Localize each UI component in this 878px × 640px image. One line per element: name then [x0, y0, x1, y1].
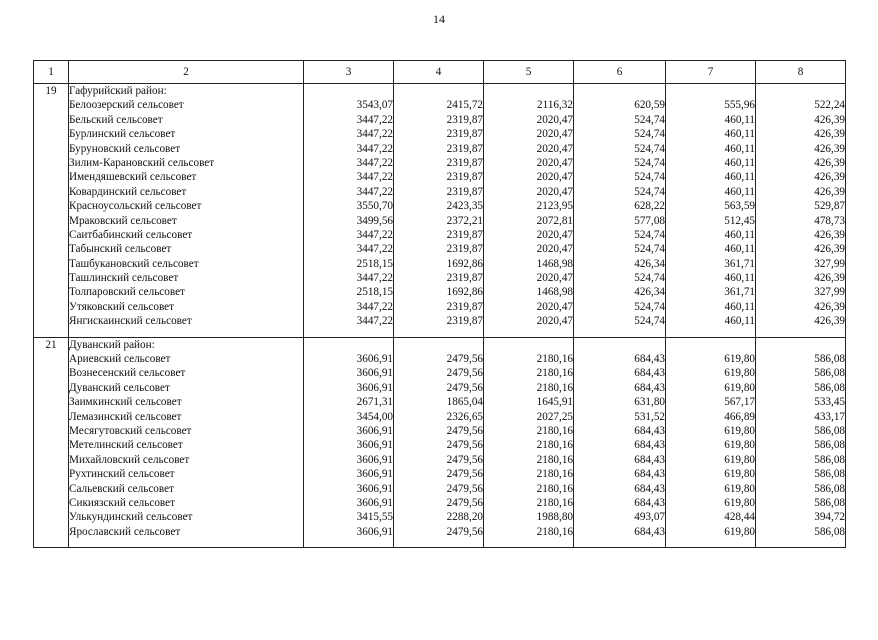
table-cell-value: 3447,22	[356, 128, 393, 141]
table-cell-value: 2020,47	[536, 272, 573, 285]
table-cell-value: 3550,70	[356, 200, 393, 213]
table-cell-value: 2020,47	[536, 171, 573, 184]
settlement-name: Красноусольский сельсовет	[69, 200, 202, 213]
table-cell-value: 394,72	[814, 511, 845, 524]
table-cell-value: 2479,56	[446, 424, 483, 437]
table-cell-value: 563,59	[724, 200, 755, 213]
table-cell-value: 684,43	[634, 381, 665, 394]
row-number: 19	[34, 84, 69, 338]
table-cell-value: 586,08	[814, 424, 845, 437]
table-cell-value: 3543,07	[356, 99, 393, 112]
table-cell-value: 2123,95	[536, 200, 573, 213]
settlement-name: Ташбукановский сельсовет	[69, 257, 199, 270]
table-cell-value: 3606,91	[356, 367, 393, 380]
settlement-name: Рухтинский сельсовет	[69, 468, 175, 481]
table-cell-value: 2372,21	[446, 214, 483, 227]
table-cell-value: 426,39	[814, 272, 845, 285]
table-cell-value: 619,80	[724, 381, 755, 394]
table-cell-value: 2319,87	[446, 315, 483, 328]
table-cell-value: 619,80	[724, 482, 755, 495]
table-cell-value: 2415,72	[446, 99, 483, 112]
settlement-name: Зилим-Карановский сельсовет	[69, 156, 215, 169]
settlement-name: Заимкинский сельсовет	[69, 396, 182, 409]
table-cell-value: 2518,15	[356, 286, 393, 299]
table-cell-value: 460,11	[724, 171, 755, 184]
district-title: Гафурийский район:	[69, 85, 167, 97]
settlement-names-cell	[69, 84, 304, 338]
table-cell-value: 3447,22	[356, 171, 393, 184]
table-cell-value: 3606,91	[356, 525, 393, 538]
table-cell-value: 524,74	[634, 171, 665, 184]
table-cell-value: 586,08	[814, 468, 845, 481]
settlement-name: Бельский сельсовет	[69, 113, 163, 126]
table-cell-value: 2319,87	[446, 128, 483, 141]
district-title: Дуванский район:	[69, 338, 155, 351]
settlement-name: Мраковский сельсовет	[69, 214, 177, 227]
table-cell-value: 586,08	[814, 496, 845, 509]
table-cell-value: 628,22	[634, 200, 665, 213]
value-column-4	[394, 84, 484, 338]
table-cell-value: 524,74	[634, 128, 665, 141]
table-cell-value: 524,74	[634, 142, 665, 155]
settlement-name: Ярославский сельсовет	[69, 525, 181, 538]
value-column-4	[394, 337, 484, 547]
value-column-8	[756, 337, 846, 547]
table-cell-value: 2020,47	[536, 243, 573, 256]
table-cell-value: 426,39	[814, 243, 845, 256]
table-cell-value: 2180,16	[536, 482, 573, 495]
table-cell-value: 426,39	[814, 300, 845, 313]
table-cell-value: 433,17	[814, 410, 845, 423]
row-number: 21	[34, 337, 69, 547]
table-cell-value: 3606,91	[356, 468, 393, 481]
table-cell-value: 2020,47	[536, 128, 573, 141]
table-cell-value: 2479,56	[446, 439, 483, 452]
settlement-names-cell	[69, 337, 304, 547]
table-cell-value: 460,11	[724, 300, 755, 313]
table-cell-value: 524,74	[634, 185, 665, 198]
value-column-3	[304, 337, 394, 547]
table-cell-value: 684,43	[634, 453, 665, 466]
column-header: 3	[304, 61, 394, 84]
settlement-name: Имендяшевский сельсовет	[69, 171, 197, 184]
table-cell-value: 529,87	[814, 200, 845, 213]
value-column-3	[304, 84, 394, 338]
settlement-name: Улькундинский сельсовет	[69, 511, 193, 524]
table-cell-value: 428,44	[724, 511, 755, 524]
header-row	[34, 61, 846, 84]
table-cell-value: 586,08	[814, 367, 845, 380]
settlement-name: Месягутовский сельсовет	[69, 424, 192, 437]
table-cell-value: 2180,16	[536, 439, 573, 452]
table-cell-value: 3606,91	[356, 381, 393, 394]
column-header: 8	[756, 61, 846, 84]
table-cell-value: 524,74	[634, 315, 665, 328]
table-cell-value: 1692,86	[446, 257, 483, 270]
table-cell-value: 493,07	[634, 511, 665, 524]
table-cell-value: 3606,91	[356, 482, 393, 495]
column-header: 6	[574, 61, 666, 84]
settlement-name: Вознесенский сельсовет	[69, 367, 186, 380]
table-cell-value: 1645,91	[536, 396, 573, 409]
table-cell-value: 2479,56	[446, 453, 483, 466]
table-cell-value: 460,11	[724, 142, 755, 155]
table-cell-value: 2180,16	[536, 468, 573, 481]
table-cell-value: 361,71	[724, 286, 755, 299]
table-cell-value: 327,99	[814, 286, 845, 299]
table-cell-value: 2319,87	[446, 156, 483, 169]
table-cell-value: 466,89	[724, 410, 755, 423]
settlement-name: Белоозерский сельсовет	[69, 99, 184, 112]
table-cell-value: 478,73	[814, 214, 845, 227]
table-cell-value: 684,43	[634, 353, 665, 366]
settlement-name: Ташлинский сельсовет	[69, 272, 179, 285]
district-group-row	[34, 84, 846, 338]
table-cell-value: 3447,22	[356, 228, 393, 241]
table-cell-value: 524,74	[634, 228, 665, 241]
table-cell-value: 1468,98	[536, 257, 573, 270]
table-cell-value: 2479,56	[446, 496, 483, 509]
table-cell-value: 555,96	[724, 99, 755, 112]
table-cell-value: 3606,91	[356, 439, 393, 452]
table-cell-value: 684,43	[634, 496, 665, 509]
table-cell-value: 684,43	[634, 367, 665, 380]
table-cell-value: 2518,15	[356, 257, 393, 270]
value-column-7	[666, 84, 756, 338]
value-column-5	[484, 337, 574, 547]
table-cell-value: 619,80	[724, 496, 755, 509]
table-cell-value: 586,08	[814, 439, 845, 452]
table-cell-value: 3447,22	[356, 142, 393, 155]
table-cell-value: 619,80	[724, 525, 755, 538]
table-cell-value: 2319,87	[446, 243, 483, 256]
settlement-name: Сикиязский сельсовет	[69, 496, 175, 509]
settlement-name: Саитбабинский сельсовет	[69, 228, 193, 241]
table-cell-value: 426,39	[814, 113, 845, 126]
table-cell-value: 2479,56	[446, 353, 483, 366]
table-cell-value: 426,34	[634, 286, 665, 299]
value-column-6	[574, 84, 666, 338]
table-cell-value: 460,11	[724, 272, 755, 285]
table-cell-value: 2326,65	[446, 410, 483, 423]
table-cell-value: 524,74	[634, 272, 665, 285]
column-header: 5	[484, 61, 574, 84]
settlement-name: Янгискаинский сельсовет	[69, 315, 192, 328]
table-cell-value: 2180,16	[536, 453, 573, 466]
table-cell-value: 1692,86	[446, 286, 483, 299]
table-cell-value: 2116,32	[537, 99, 573, 112]
table-cell-value: 524,74	[634, 113, 665, 126]
settlement-name: Бурлинский сельсовет	[69, 128, 176, 141]
value-column-7	[666, 337, 756, 547]
data-table	[33, 60, 846, 548]
table-cell-value: 460,11	[724, 315, 755, 328]
table-cell-value: 3454,00	[356, 410, 393, 423]
table-cell-value: 2479,56	[446, 525, 483, 538]
table-cell-value: 619,80	[724, 453, 755, 466]
value-column-5	[484, 84, 574, 338]
table-cell-value: 2020,47	[536, 228, 573, 241]
table-cell-value: 524,74	[634, 156, 665, 169]
table-cell-value: 426,39	[814, 228, 845, 241]
table-cell-value: 3447,22	[356, 315, 393, 328]
table-cell-value: 684,43	[634, 439, 665, 452]
table-cell-value: 2020,47	[536, 142, 573, 155]
value-column-8	[756, 84, 846, 338]
table-cell-value: 2319,87	[446, 113, 483, 126]
table-cell-value: 2020,47	[536, 300, 573, 313]
table-cell-value: 460,11	[724, 228, 755, 241]
table-cell-value: 3415,55	[356, 511, 393, 524]
table-cell-value: 2020,47	[536, 156, 573, 169]
table-cell-value: 2319,87	[446, 228, 483, 241]
table-cell-value: 684,43	[634, 525, 665, 538]
table-cell-value: 2027,25	[536, 410, 573, 423]
column-header: 1	[34, 61, 69, 84]
table-cell-value: 524,74	[634, 243, 665, 256]
table-cell-value: 524,74	[634, 300, 665, 313]
table-cell-value: 619,80	[724, 424, 755, 437]
table-cell-value: 684,43	[634, 468, 665, 481]
table-cell-value: 426,39	[814, 171, 845, 184]
table-cell-value: 567,17	[724, 396, 755, 409]
table-cell-value: 460,11	[724, 185, 755, 198]
table-cell-value: 2319,87	[446, 272, 483, 285]
column-header: 4	[394, 61, 484, 84]
table-cell-value: 2020,47	[536, 113, 573, 126]
table-cell-value: 2180,16	[536, 353, 573, 366]
settlement-name: Ариевский сельсовет	[69, 353, 171, 366]
column-header: 2	[69, 61, 304, 84]
table-cell-value: 619,80	[724, 367, 755, 380]
table-cell-value: 460,11	[724, 243, 755, 256]
table-cell-value: 577,08	[634, 214, 665, 227]
table-cell-value: 2479,56	[446, 482, 483, 495]
table-cell-value: 460,11	[724, 128, 755, 141]
table-cell-value: 3447,22	[356, 243, 393, 256]
table-cell-value: 2180,16	[536, 496, 573, 509]
table-cell-value: 2288,20	[446, 511, 483, 524]
settlement-name: Толпаровский сельсовет	[69, 286, 185, 299]
table-cell-value: 586,08	[814, 453, 845, 466]
table-cell-value: 2319,87	[446, 142, 483, 155]
table-cell-value: 2671,31	[356, 396, 393, 409]
district-group-row	[34, 337, 846, 547]
table-cell-value: 460,11	[724, 156, 755, 169]
table-cell-value: 586,08	[814, 482, 845, 495]
table-cell-value: 1468,98	[536, 286, 573, 299]
value-column-6	[574, 337, 666, 547]
table-cell-value: 2180,16	[536, 381, 573, 394]
table-cell-value: 3447,22	[356, 185, 393, 198]
table-cell-value: 512,45	[724, 214, 755, 227]
table-cell-value: 426,39	[814, 156, 845, 169]
settlement-name: Лемазинский сельсовет	[69, 410, 182, 423]
table-cell-value: 619,80	[724, 468, 755, 481]
table-cell-value: 3606,91	[356, 424, 393, 437]
table-cell-value: 2020,47	[536, 315, 573, 328]
table-cell-value: 3447,22	[356, 272, 393, 285]
table-cell-value: 684,43	[634, 424, 665, 437]
page-number: 14	[433, 12, 445, 26]
settlement-name: Утяковский сельсовет	[69, 300, 175, 313]
table-cell-value: 460,11	[724, 113, 755, 126]
table-cell-value: 3606,91	[356, 353, 393, 366]
column-header: 7	[666, 61, 756, 84]
settlement-name: Дуванский сельсовет	[69, 381, 170, 394]
table-cell-value: 2180,16	[536, 525, 573, 538]
table-cell-value: 426,34	[634, 257, 665, 270]
table-cell-value: 2319,87	[446, 185, 483, 198]
table-cell-value: 3447,22	[356, 113, 393, 126]
table-body	[34, 84, 846, 548]
table-cell-value: 3499,56	[356, 214, 393, 227]
table-cell-value: 531,52	[634, 410, 665, 423]
table-cell-value: 586,08	[814, 381, 845, 394]
table-cell-value: 426,39	[814, 128, 845, 141]
table-cell-value: 1865,04	[446, 396, 483, 409]
table-cell-value: 426,39	[814, 185, 845, 198]
table-cell-value: 631,80	[634, 396, 665, 409]
table-cell-value: 2319,87	[446, 300, 483, 313]
table-cell-value: 620,59	[634, 99, 665, 112]
table-cell-value: 426,39	[814, 315, 845, 328]
table-cell-value: 3447,22	[356, 300, 393, 313]
table-cell-value: 1988,80	[536, 511, 573, 524]
table-cell-value: 2180,16	[536, 367, 573, 380]
table-cell-value: 327,99	[814, 257, 845, 270]
table-cell-value: 3606,91	[356, 453, 393, 466]
table-cell-value: 586,08	[814, 353, 845, 366]
table-cell-value: 3447,22	[356, 156, 393, 169]
table-cell-value: 2479,56	[446, 367, 483, 380]
table-cell-value: 2479,56	[446, 468, 483, 481]
table-cell-value: 2479,56	[446, 381, 483, 394]
settlement-name: Михайловский сельсовет	[69, 453, 190, 466]
settlement-name: Табынский сельсовет	[69, 243, 172, 256]
table-cell-value: 619,80	[724, 439, 755, 452]
table-cell-value: 2319,87	[446, 171, 483, 184]
settlement-name: Метелинский сельсовет	[69, 439, 183, 452]
table-cell-value: 3606,91	[356, 496, 393, 509]
settlement-name: Буруновский сельсовет	[69, 142, 181, 155]
table-cell-value: 522,24	[814, 99, 845, 112]
table-cell-value: 2180,16	[536, 424, 573, 437]
settlement-name: Сальевский сельсовет	[69, 482, 174, 495]
table-cell-value: 619,80	[724, 353, 755, 366]
table-cell-value: 2072,81	[536, 214, 573, 227]
table-cell-value: 533,45	[814, 396, 845, 409]
settlement-name: Ковардинский сельсовет	[69, 185, 187, 198]
table-cell-value: 684,43	[634, 482, 665, 495]
table-cell-value: 2020,47	[536, 185, 573, 198]
table-cell-value: 426,39	[814, 142, 845, 155]
table-cell-value: 586,08	[814, 525, 845, 538]
table-cell-value: 361,71	[724, 257, 755, 270]
table-cell-value: 2423,35	[446, 200, 483, 213]
